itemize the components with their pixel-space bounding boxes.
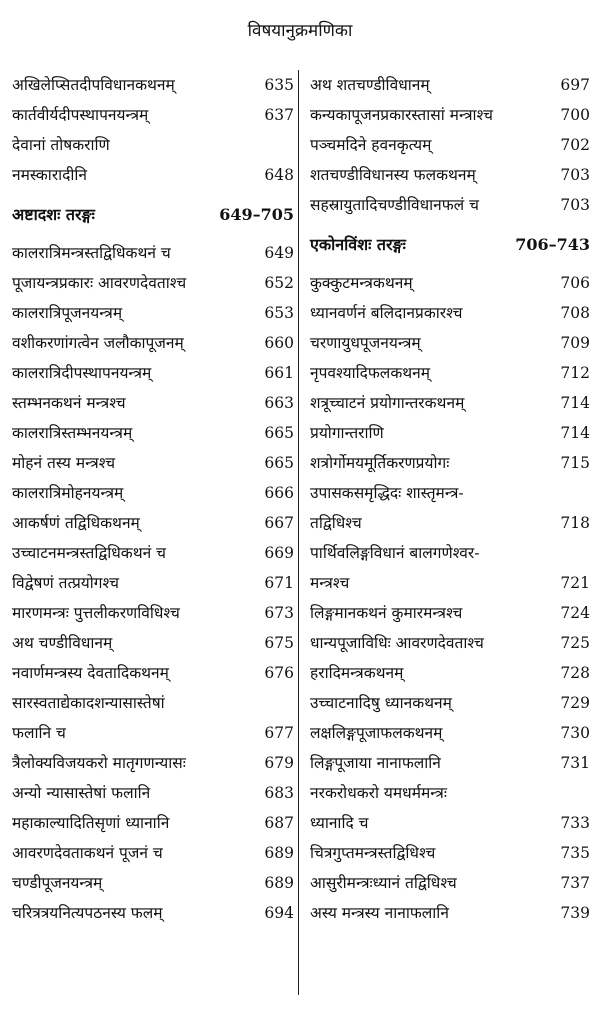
entry-page-number: 667 xyxy=(264,514,294,532)
toc-entry xyxy=(12,538,294,568)
entry-title: आसुरीमन्त्रःध्यानं तद्विधिश्च xyxy=(310,874,457,892)
toc-entry xyxy=(12,598,294,628)
entry-title: हरादिमन्त्रकथनम् xyxy=(310,664,404,682)
entry-title: कालरात्रिमोहनयन्त्रम् xyxy=(12,484,124,502)
entry-title: अथ चण्डीविधानम् xyxy=(12,634,113,652)
toc-entry xyxy=(12,448,294,478)
toc-entry xyxy=(310,358,590,388)
entry-page-number: 694 xyxy=(264,904,294,922)
section-title: एकोनविंशः तरङ्गः xyxy=(310,235,406,254)
toc-entry xyxy=(310,418,590,448)
entry-page-number: 677 xyxy=(264,724,294,742)
entry-page-number: 665 xyxy=(264,454,294,472)
entry-title: लिङ्गपूजाया नानाफलानि xyxy=(310,754,441,772)
entry-page-number: 687 xyxy=(264,814,294,832)
toc-entry xyxy=(310,538,590,598)
left-entry-list xyxy=(12,238,294,928)
entry-page-number: 676 xyxy=(264,664,294,682)
entry-title: नृपवश्यादिफलकथनम् xyxy=(310,364,431,382)
entry-page-number: 724 xyxy=(560,604,590,622)
entry-page-number: 635 xyxy=(264,76,294,94)
entry-title: नवार्णमन्त्रस्य देवतादिकथनम् xyxy=(12,664,169,682)
toc-entry xyxy=(310,598,590,628)
entry-title: वशीकरणांगत्वेन जलौकापूजनम् xyxy=(12,334,184,352)
entry-page-number: 721 xyxy=(560,574,590,592)
entry-page-number: 697 xyxy=(560,76,590,94)
entry-page-number: 671 xyxy=(264,574,294,592)
toc-entry xyxy=(12,658,294,688)
toc-entry xyxy=(12,808,294,838)
entry-page-number: 709 xyxy=(560,334,590,352)
toc-entry xyxy=(310,100,590,130)
toc-entry xyxy=(310,658,590,688)
entry-title-continuation: फलानि च xyxy=(12,724,66,742)
entry-title: धान्यपूजाविधिः आवरणदेवताश्च xyxy=(310,634,484,652)
left-top-list xyxy=(12,70,294,190)
entry-page-number: 665 xyxy=(264,424,294,442)
entry-page-number: 730 xyxy=(560,724,590,742)
entry-title: कालरात्रिमन्त्रस्तद्विधिकथनं च xyxy=(12,244,171,262)
entry-page-number: 669 xyxy=(264,544,294,562)
entry-page-number: 702 xyxy=(560,136,590,154)
toc-entry xyxy=(310,130,590,160)
entry-title: चरणायुधपूजनयन्त्रम् xyxy=(310,334,421,352)
section-page-range: 706–743 xyxy=(515,235,590,254)
entry-title: सारस्वताद्येकादशन्यासास्तेषां xyxy=(12,694,165,712)
entry-page-number: 689 xyxy=(264,874,294,892)
entry-page-number: 660 xyxy=(264,334,294,352)
toc-entry xyxy=(310,868,590,898)
entry-title: अन्यो न्यासास्तेषां फलानि xyxy=(12,784,151,802)
entry-title: त्रैलोक्यविजयकरो मातृगणन्यासः xyxy=(12,754,186,772)
toc-entry xyxy=(310,70,590,100)
toc-entry xyxy=(310,190,590,220)
toc-entry xyxy=(12,838,294,868)
entry-title-continuation: नमस्कारादीनि xyxy=(12,166,88,184)
entry-title: आकर्षणं तद्विधिकथनम् xyxy=(12,514,140,532)
entry-title: चरित्रत्रयनित्यपठनस्य फलम् xyxy=(12,904,163,922)
toc-entry xyxy=(12,328,294,358)
entry-page-number: 733 xyxy=(560,814,590,832)
entry-title: स्तम्भनकथनं मन्त्रश्च xyxy=(12,394,126,412)
entry-page-number: 725 xyxy=(560,634,590,652)
section-heading-19 xyxy=(310,230,590,260)
entry-title: शतचण्डीविधानस्य फलकथनम् xyxy=(310,166,476,184)
entry-page-number: 666 xyxy=(264,484,294,502)
toc-entry xyxy=(310,898,590,928)
toc-entry xyxy=(310,628,590,658)
toc-entry xyxy=(12,478,294,508)
entry-title: कुक्कुटमन्त्रकथनम् xyxy=(310,274,413,292)
toc-entry xyxy=(12,268,294,298)
toc-entry xyxy=(310,838,590,868)
entry-page-number: 675 xyxy=(264,634,294,652)
entry-page-number: 679 xyxy=(264,754,294,772)
entry-title: मारणमन्त्रः पुत्तलीकरणविधिश्च xyxy=(12,604,180,622)
toc-entry xyxy=(12,100,294,130)
entry-page-number: 731 xyxy=(560,754,590,772)
entry-page-number: 718 xyxy=(560,514,590,532)
entry-title: विद्वेषणं तत्प्रयोगश्च xyxy=(12,574,119,592)
entry-page-number: 703 xyxy=(560,196,590,214)
entry-page-number: 714 xyxy=(560,424,590,442)
entry-page-number: 708 xyxy=(560,304,590,322)
entry-title: उच्चाटनादिषु ध्यानकथनम् xyxy=(310,694,452,712)
entry-page-number: 737 xyxy=(560,874,590,892)
toc-entry xyxy=(12,238,294,268)
column-divider xyxy=(298,70,299,995)
entry-title: नरकरोधकरो यमधर्ममन्त्रः xyxy=(310,784,447,802)
right-entry-list xyxy=(310,268,590,928)
section-page-range: 649–705 xyxy=(219,205,294,224)
entry-page-number: 652 xyxy=(264,274,294,292)
entry-page-number: 649 xyxy=(264,244,294,262)
entry-title: अस्य मन्त्रस्य नानाफलानि xyxy=(310,904,449,922)
entry-title: चण्डीपूजनयन्त्रम् xyxy=(12,874,103,892)
section-title: अष्टादशः तरङ्गः xyxy=(12,205,95,224)
entry-title: सहस्रायुतादिचण्डीविधानफलं च xyxy=(310,196,479,214)
entry-page-number: 653 xyxy=(264,304,294,322)
toc-entry xyxy=(310,478,590,538)
entry-title: पार्थिवलिङ्गविधानं बालगणेश्वर- xyxy=(310,544,480,562)
entry-page-number: 706 xyxy=(560,274,590,292)
toc-entry xyxy=(12,868,294,898)
entry-title-continuation: ध्यानादि च xyxy=(310,814,369,832)
toc-entry xyxy=(12,508,294,538)
toc-entry xyxy=(12,748,294,778)
toc-entry xyxy=(12,688,294,748)
entry-title: प्रयोगान्तराणि xyxy=(310,424,384,442)
toc-entry xyxy=(310,748,590,778)
entry-page-number: 683 xyxy=(264,784,294,802)
toc-entry xyxy=(310,298,590,328)
entry-title: अखिलेप्सितदीपविधानकथनम् xyxy=(12,76,175,94)
entry-title-continuation: तद्विधिश्च xyxy=(310,514,362,532)
toc-entry xyxy=(310,448,590,478)
entry-title: मोहनं तस्य मन्त्रश्च xyxy=(12,454,116,472)
entry-title: उच्चाटनमन्त्रस्तद्विधिकथनं च xyxy=(12,544,166,562)
entry-page-number: 728 xyxy=(560,664,590,682)
entry-title: लिङ्गमानकथनं कुमारमन्त्रश्च xyxy=(310,604,463,622)
entry-page-number: 703 xyxy=(560,166,590,184)
entry-title: कालरात्रिस्तम्भनयन्त्रम् xyxy=(12,424,133,442)
toc-entry xyxy=(12,358,294,388)
entry-title: उपासकसमृद्धिदः शास्तृमन्त्र- xyxy=(310,484,464,502)
toc-entry xyxy=(310,778,590,838)
toc-entry xyxy=(310,268,590,298)
toc-entry xyxy=(12,298,294,328)
entry-title: लक्षलिङ्गपूजाफलकथनम् xyxy=(310,724,443,742)
toc-entry xyxy=(310,160,590,190)
page-title: विषयानुक्रमणिका xyxy=(247,21,353,41)
entry-title: देवानां तोषकराणि xyxy=(12,136,110,154)
toc-entry xyxy=(310,328,590,358)
entry-title: आवरणदेवताकथनं पूजनं च xyxy=(12,844,163,862)
toc-entry xyxy=(12,898,294,928)
entry-page-number: 729 xyxy=(560,694,590,712)
entry-page-number: 739 xyxy=(560,904,590,922)
entry-title: पञ्चमदिने हवनकृत्यम् xyxy=(310,136,432,154)
entry-title: शत्रोर्गोमयमूर्तिकरणप्रयोगः xyxy=(310,454,450,472)
right-column xyxy=(310,70,590,928)
toc-entry xyxy=(12,628,294,658)
section-heading-18 xyxy=(12,200,294,230)
entry-title: महाकाल्यादितिसृणां ध्यानानि xyxy=(12,814,170,832)
entry-title: कन्यकापूजनप्रकारस्तासां मन्त्राश्च xyxy=(310,106,493,124)
toc-entry xyxy=(310,718,590,748)
entry-title: शत्रूच्चाटनं प्रयोगान्तरकथनम् xyxy=(310,394,465,412)
toc-entry xyxy=(12,388,294,418)
entry-title: पूजायन्त्रप्रकारः आवरणदेवताश्च xyxy=(12,274,187,292)
toc-entry xyxy=(12,130,294,190)
entry-title: चित्रगुप्तमन्त्रस्तद्विधिश्च xyxy=(310,844,436,862)
toc-entry xyxy=(12,70,294,100)
entry-page-number: 735 xyxy=(560,844,590,862)
entry-page-number: 648 xyxy=(264,166,294,184)
entry-page-number: 715 xyxy=(560,454,590,472)
entry-page-number: 673 xyxy=(264,604,294,622)
entry-title: ध्यानवर्णनं बलिदानप्रकारश्च xyxy=(310,304,463,322)
toc-entry xyxy=(12,418,294,448)
entry-page-number: 712 xyxy=(560,364,590,382)
entry-page-number: 714 xyxy=(560,394,590,412)
toc-entry xyxy=(310,388,590,418)
entry-title: अथ शतचण्डीविधानम् xyxy=(310,76,430,94)
entry-page-number: 663 xyxy=(264,394,294,412)
entry-title: कालरात्रिदीपस्थापनयन्त्रम् xyxy=(12,364,152,382)
entry-page-number: 637 xyxy=(264,106,294,124)
toc-entry xyxy=(310,688,590,718)
right-top-list xyxy=(310,70,590,220)
entry-title-continuation: मन्त्रश्च xyxy=(310,574,350,592)
entry-title: कालरात्रिपूजनयन्त्रम् xyxy=(12,304,123,322)
entry-page-number: 661 xyxy=(264,364,294,382)
toc-entry xyxy=(12,778,294,808)
entry-page-number: 700 xyxy=(560,106,590,124)
entry-title: कार्तवीर्यदीपस्थापनयन्त्रम् xyxy=(12,106,149,124)
left-column xyxy=(12,70,294,928)
entry-page-number: 689 xyxy=(264,844,294,862)
toc-entry xyxy=(12,568,294,598)
